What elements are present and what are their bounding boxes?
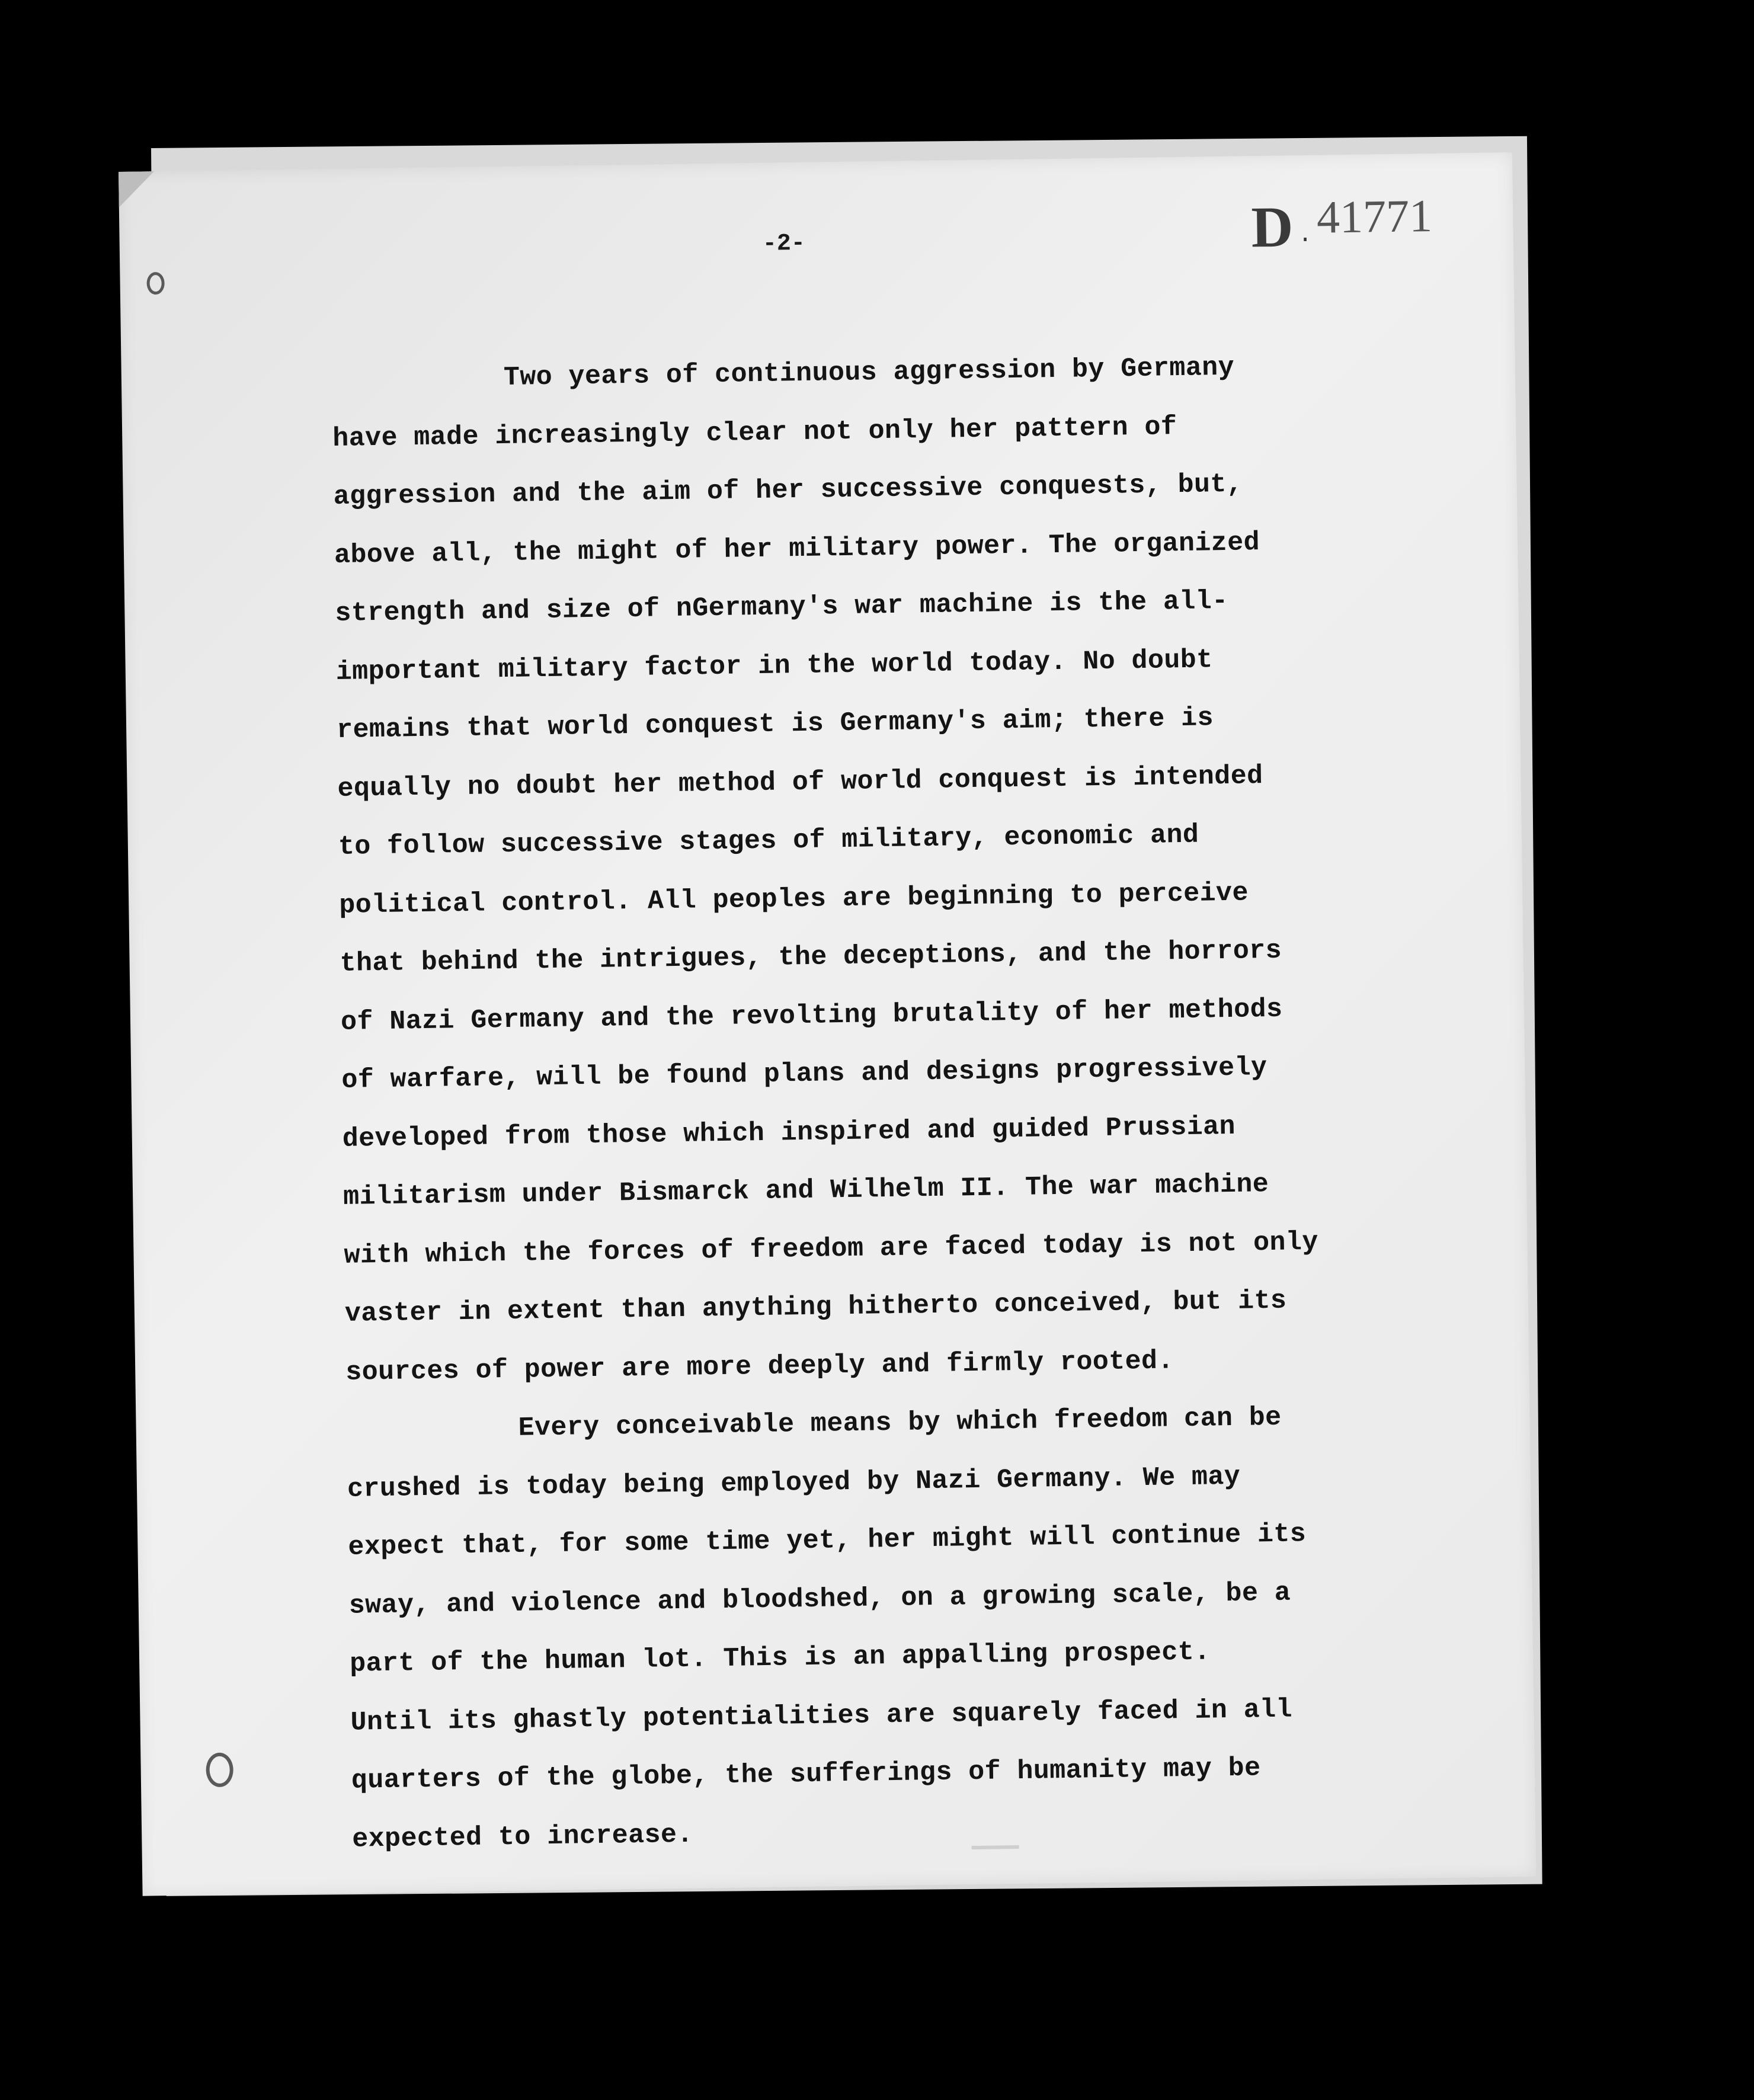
text-line: Two years of continuous aggression by Germany	[503, 352, 1235, 393]
text-line: remains that world conquest is Germany's aim; there is	[336, 703, 1214, 745]
text-line: that behind the intrigues, the deceptions, and the horrors	[340, 935, 1282, 979]
punch-hole-mark-top	[146, 272, 165, 294]
text-line: with which the forces of freedom are faced today is not only	[344, 1227, 1319, 1271]
body-text	[331, 337, 1419, 1869]
document-id-number: 41771	[1316, 190, 1433, 243]
text-line: to follow successive stages of military, economic and	[338, 819, 1199, 862]
text-line: sources of power are more deeply and firmly rooted.	[345, 1345, 1174, 1388]
text-line: Every conceivable means by which freedom can be	[518, 1402, 1282, 1443]
text-line: militarism under Bismarck and Wilhelm II. The war machine	[343, 1169, 1269, 1212]
text-line: vaster in extent than anything hitherto conceived, but its	[344, 1285, 1287, 1329]
document-id-stamp	[1251, 189, 1433, 261]
page-number: -2-	[762, 230, 806, 258]
folded-corner	[119, 171, 155, 207]
paragraph-2	[346, 1387, 1419, 1869]
text-line: part of the human lot. This is an appalling prospect.	[349, 1637, 1211, 1679]
text-line: aggression and the aim of her successive conquests, but,	[333, 469, 1243, 512]
text-line: crushed is today being employed by Nazi Germany. We may	[347, 1461, 1241, 1504]
document-id-letter: D	[1250, 195, 1294, 260]
document-id-separator: ·	[1298, 226, 1313, 254]
text-line: expected to increase.	[351, 1819, 694, 1855]
text-line: expect that, for some time yet, her might will continue its	[348, 1519, 1307, 1563]
text-line: developed from those which inspired and guided Prussian	[342, 1111, 1236, 1154]
smudge-mark	[972, 1845, 1019, 1849]
text-line: strength and size of nGermany's war machine is the all-	[335, 585, 1228, 629]
text-line: of Nazi Germany and the revolting brutality of her methods	[340, 994, 1283, 1038]
text-line: of warfare, will be found plans and designs progressively	[341, 1052, 1268, 1096]
text-line: sway, and violence and bloodshed, on a growing scale, be a	[348, 1577, 1291, 1621]
text-line: Until its ghastly potentialities are squarely faced in all	[350, 1694, 1293, 1738]
text-line: above all, the might of her military power. The organized	[334, 527, 1260, 571]
text-line: equally no doubt her method of world conquest is intended	[337, 760, 1263, 804]
punch-hole-mark-bottom	[206, 1753, 233, 1788]
text-line: political control. All peoples are beginning to perceive	[338, 877, 1249, 921]
text-line: important military factor in the world today. No doubt	[335, 644, 1213, 687]
text-line: have made increasingly clear not only her pattern of	[332, 411, 1177, 454]
paragraph-1	[331, 337, 1413, 1402]
text-line: quarters of the globe, the sufferings of humanity may be	[351, 1753, 1261, 1796]
document-page	[119, 152, 1536, 1896]
